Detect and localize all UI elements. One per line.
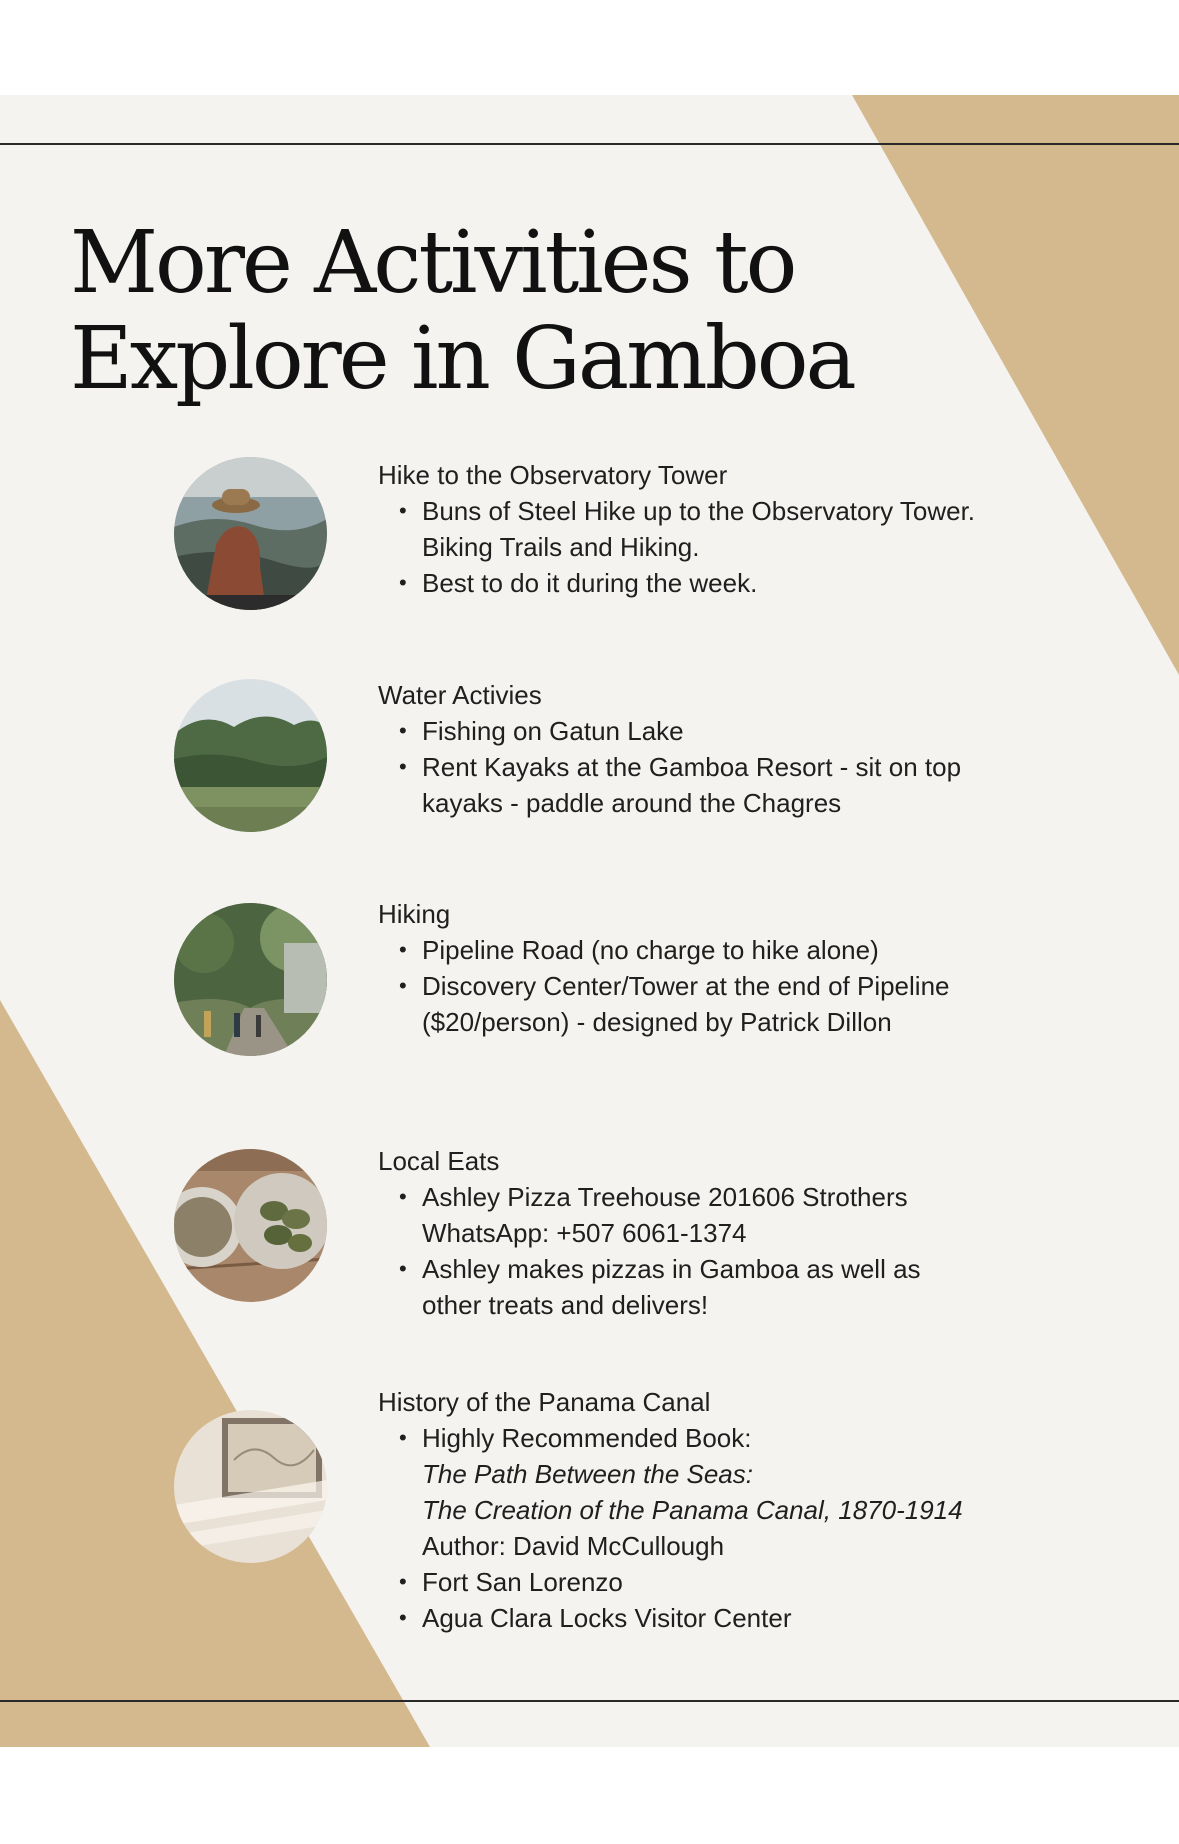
list-item-line: • Highly Recommended Book: bbox=[422, 1423, 752, 1453]
list-item bbox=[378, 493, 1098, 565]
section-heading: Water Activies bbox=[378, 680, 542, 710]
list-item-line: kayaks - paddle around the Chagres bbox=[422, 788, 842, 818]
section-content bbox=[378, 457, 1098, 601]
list-item bbox=[378, 713, 1098, 749]
brochure-page bbox=[0, 95, 1179, 1747]
list-item-line: other treats and delivers! bbox=[422, 1290, 709, 1320]
list-item-line: WhatsApp: +507 6061-1374 bbox=[422, 1218, 747, 1248]
section-heading: Hike to the Observatory Tower bbox=[378, 460, 728, 490]
bullet-list bbox=[378, 1179, 1098, 1323]
bullet-list bbox=[378, 1420, 1098, 1636]
framed-map-on-wall-photo bbox=[174, 1410, 327, 1563]
list-item-line: • Best to do it during the week. bbox=[422, 568, 758, 598]
list-item bbox=[378, 1420, 1098, 1564]
list-item-line: • Fort San Lorenzo bbox=[422, 1567, 623, 1597]
list-item bbox=[378, 932, 1098, 968]
page-title bbox=[70, 215, 854, 407]
lake-and-forest-photo bbox=[174, 679, 327, 832]
page-title-line-2: Explore in Gamboa bbox=[70, 309, 854, 409]
list-item bbox=[378, 1179, 1098, 1251]
section-content bbox=[378, 1384, 1098, 1636]
list-item-line: ($20/person) - designed by Patrick Dillon bbox=[422, 1007, 892, 1037]
list-item-line: • Ashley makes pizzas in Gamboa as well as bbox=[422, 1254, 921, 1284]
list-item bbox=[378, 1251, 1098, 1323]
list-item-line: • Pipeline Road (no charge to hike alone) bbox=[422, 935, 879, 965]
book-author-line: Author: David McCullough bbox=[422, 1531, 725, 1561]
book-title-line: The Path Between the Seas: bbox=[422, 1459, 753, 1489]
list-item-line: • Buns of Steel Hike up to the Observatory Tower. bbox=[422, 496, 976, 526]
bullet-list bbox=[378, 493, 1098, 601]
hikers-on-forest-road-photo bbox=[174, 903, 327, 1056]
list-item bbox=[378, 968, 1098, 1040]
bottom-rule bbox=[0, 1700, 1179, 1702]
list-item-line: Biking Trails and Hiking. bbox=[422, 532, 700, 562]
page-title-line-1: More Activities to bbox=[70, 213, 795, 313]
section-content bbox=[378, 896, 1098, 1040]
list-item-line: • Discovery Center/Tower at the end of Pipeline bbox=[422, 971, 950, 1001]
list-item bbox=[378, 1564, 1098, 1600]
section-heading: History of the Panama Canal bbox=[378, 1387, 711, 1417]
list-item-line: • Fishing on Gatun Lake bbox=[422, 716, 684, 746]
list-item-line: • Agua Clara Locks Visitor Center bbox=[422, 1603, 792, 1633]
food-on-wooden-table-photo bbox=[174, 1149, 327, 1302]
list-item bbox=[378, 749, 1098, 821]
list-item bbox=[378, 1600, 1098, 1636]
section-heading: Local Eats bbox=[378, 1146, 500, 1176]
bottom-left-accent-shape bbox=[0, 1000, 430, 1747]
person-overlooking-forest-photo bbox=[174, 457, 327, 610]
list-item-line: • Rent Kayaks at the Gamboa Resort - sit on top bbox=[422, 752, 962, 782]
section-content bbox=[378, 677, 1098, 821]
list-item-line: • Ashley Pizza Treehouse 201606 Strothers bbox=[422, 1182, 908, 1212]
bullet-list bbox=[378, 713, 1098, 821]
book-subtitle-line: The Creation of the Panama Canal, 1870-1914 bbox=[422, 1495, 963, 1525]
section-heading: Hiking bbox=[378, 899, 451, 929]
section-content bbox=[378, 1143, 1098, 1323]
list-item bbox=[378, 565, 1098, 601]
top-rule bbox=[0, 143, 1179, 145]
bullet-list bbox=[378, 932, 1098, 1040]
